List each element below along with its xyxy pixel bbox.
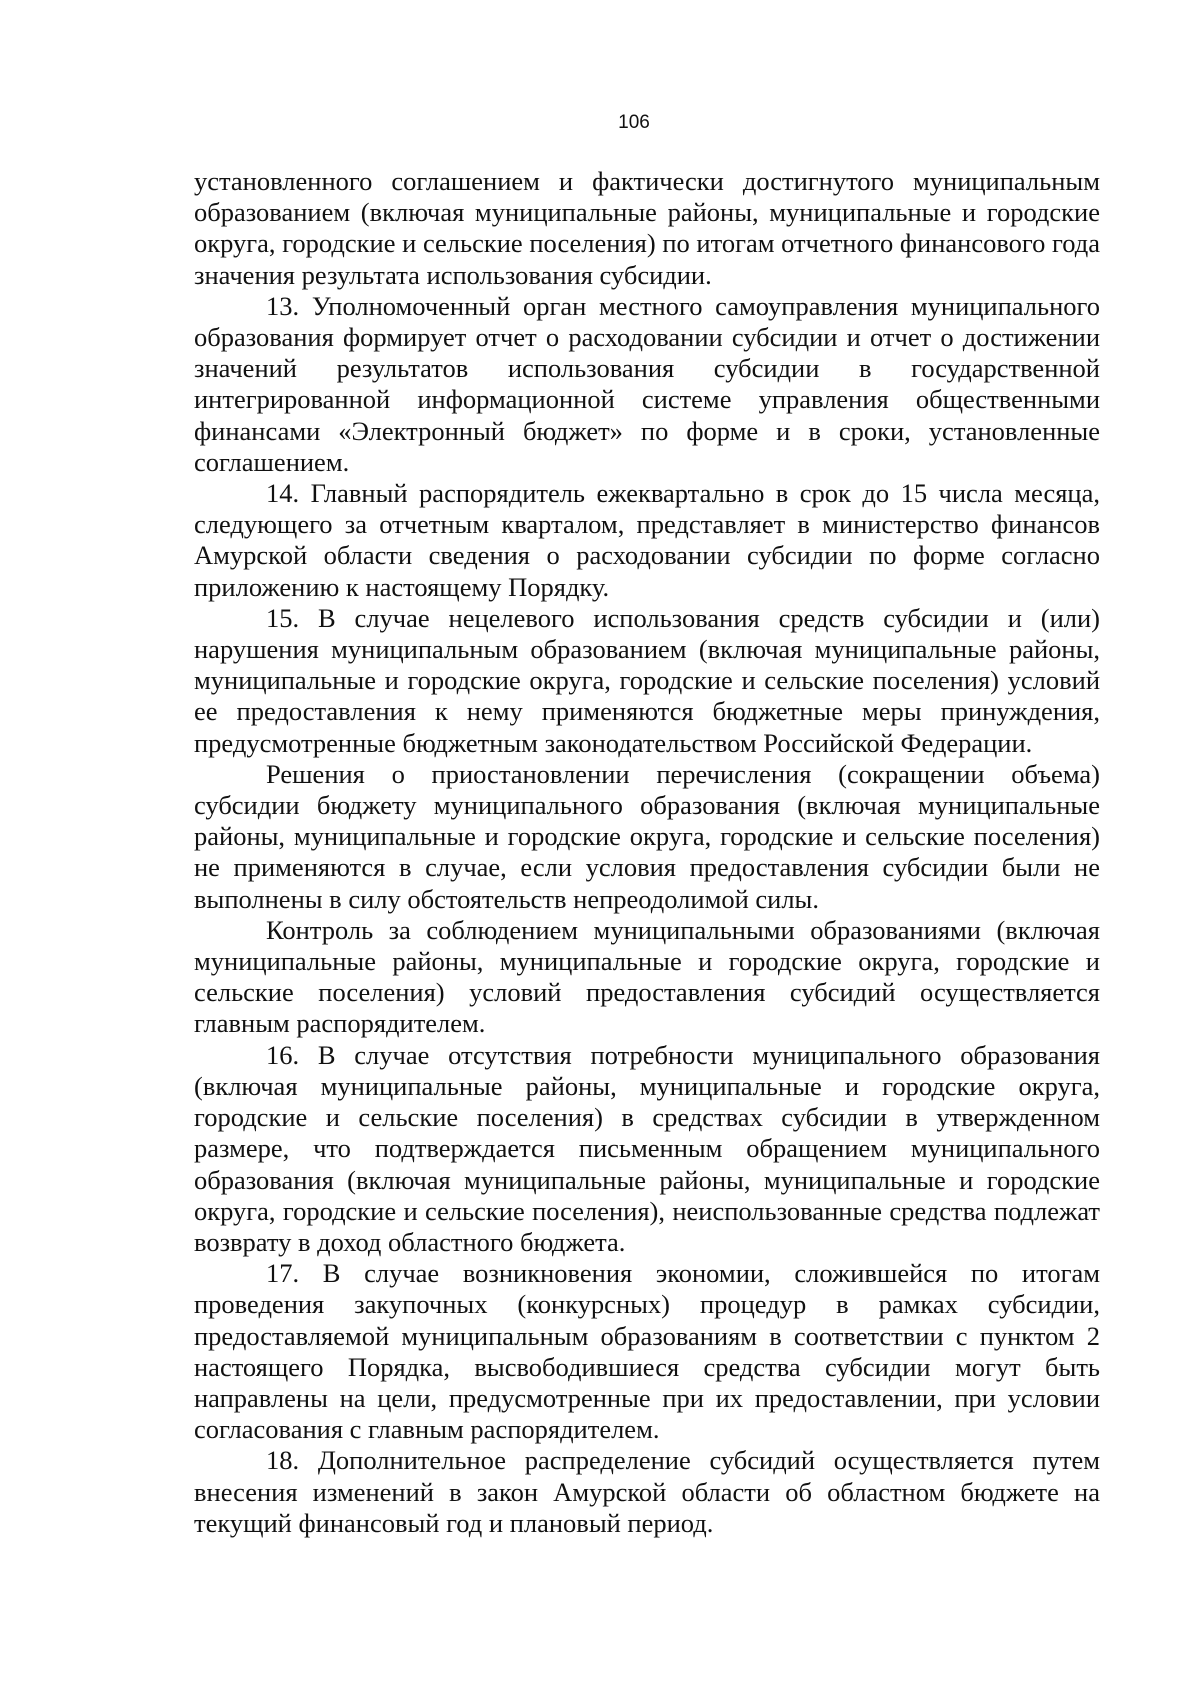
paragraph-continuation: установленного соглашением и фактически достигнутого муниципальным образованием (включая муниципальные районы, муниципальные и городские округа, городские и сельские поселения) по итогам отчетного финансового года значения результата использования субсидии. — [194, 166, 1100, 290]
paragraph-item-13: 13. Уполномоченный орган местного самоуправления муниципального образования формирует отчет о расходовании субсидии и отчет о достижении значений результатов использования субсидии в государственной интегрированной информационной системе управления общественными финансами «Электронный бюджет» по форме и в сроки, установленные соглашением. — [194, 290, 1100, 477]
paragraph-item-14: 14. Главный распорядитель ежеквартально в срок до 15 числа месяца, следующего за отчетным кварталом, представляет в министерство финансов Амурской области сведения о расходовании субсидии по форме согласно приложению к настоящему Порядку. — [194, 478, 1100, 602]
paragraph-item-18: 18. Дополнительное распределение субсидий осуществляется путем внесения изменений в закон Амурской области об областном бюджете на текущий финансовый год и плановый период. — [194, 1445, 1100, 1538]
paragraph-control: Контроль за соблюдением муниципальными образованиями (включая муниципальные районы, муниципальные и городские округа, городские и сельские поселения) условий предоставления субсидий осуществляется главным распорядителем. — [194, 914, 1100, 1039]
page-number: 106 — [618, 112, 650, 133]
paragraph-suspension-decisions: Решения о приостановлении перечисления (сокращении объема) субсидии бюджету муниципального образования (включая муниципальные районы, муниципальные и городские округа, городские и сельские поселения) не применяются в случае, если условия предоставления субсидии были не выполнены в силу обстоятельств непреодолимой силы. — [194, 758, 1100, 914]
paragraph-item-16: 16. В случае отсутствия потребности муниципального образования (включая муниципальные районы, муниципальные и городские округа, городские и сельские поселения) в средствах субсидии в утвержденном размере, что подтверждается письменным обращением муниципального образования (включая муниципальные районы, муниципальные и городские округа, городские и сельские поселения), неиспользованные средства подлежат возврату в доход областного бюджета. — [194, 1039, 1100, 1257]
paragraph-item-15: 15. В случае нецелевого использования средств субсидии и (или) нарушения муниципальным образованием (включая муниципальные районы, муниципальные и городские округа, городские и сельские поселения) условий ее предоставления к нему применяются бюджетные меры принуждения, предусмотренные бюджетным законодательством Российской Федерации. — [194, 602, 1100, 758]
document-body — [194, 166, 1100, 1539]
paragraph-item-17: 17. В случае возникновения экономии, сложившейся по итогам проведения закупочных (конкурсных) процедур в рамках субсидии, предоставляемой муниципальным образованиям в соответствии с пунктом 2 настоящего Порядка, высвободившиеся средства субсидии могут быть направлены на цели, предусмотренные при их предоставлении, при условии согласования с главным распорядителем. — [194, 1258, 1100, 1445]
